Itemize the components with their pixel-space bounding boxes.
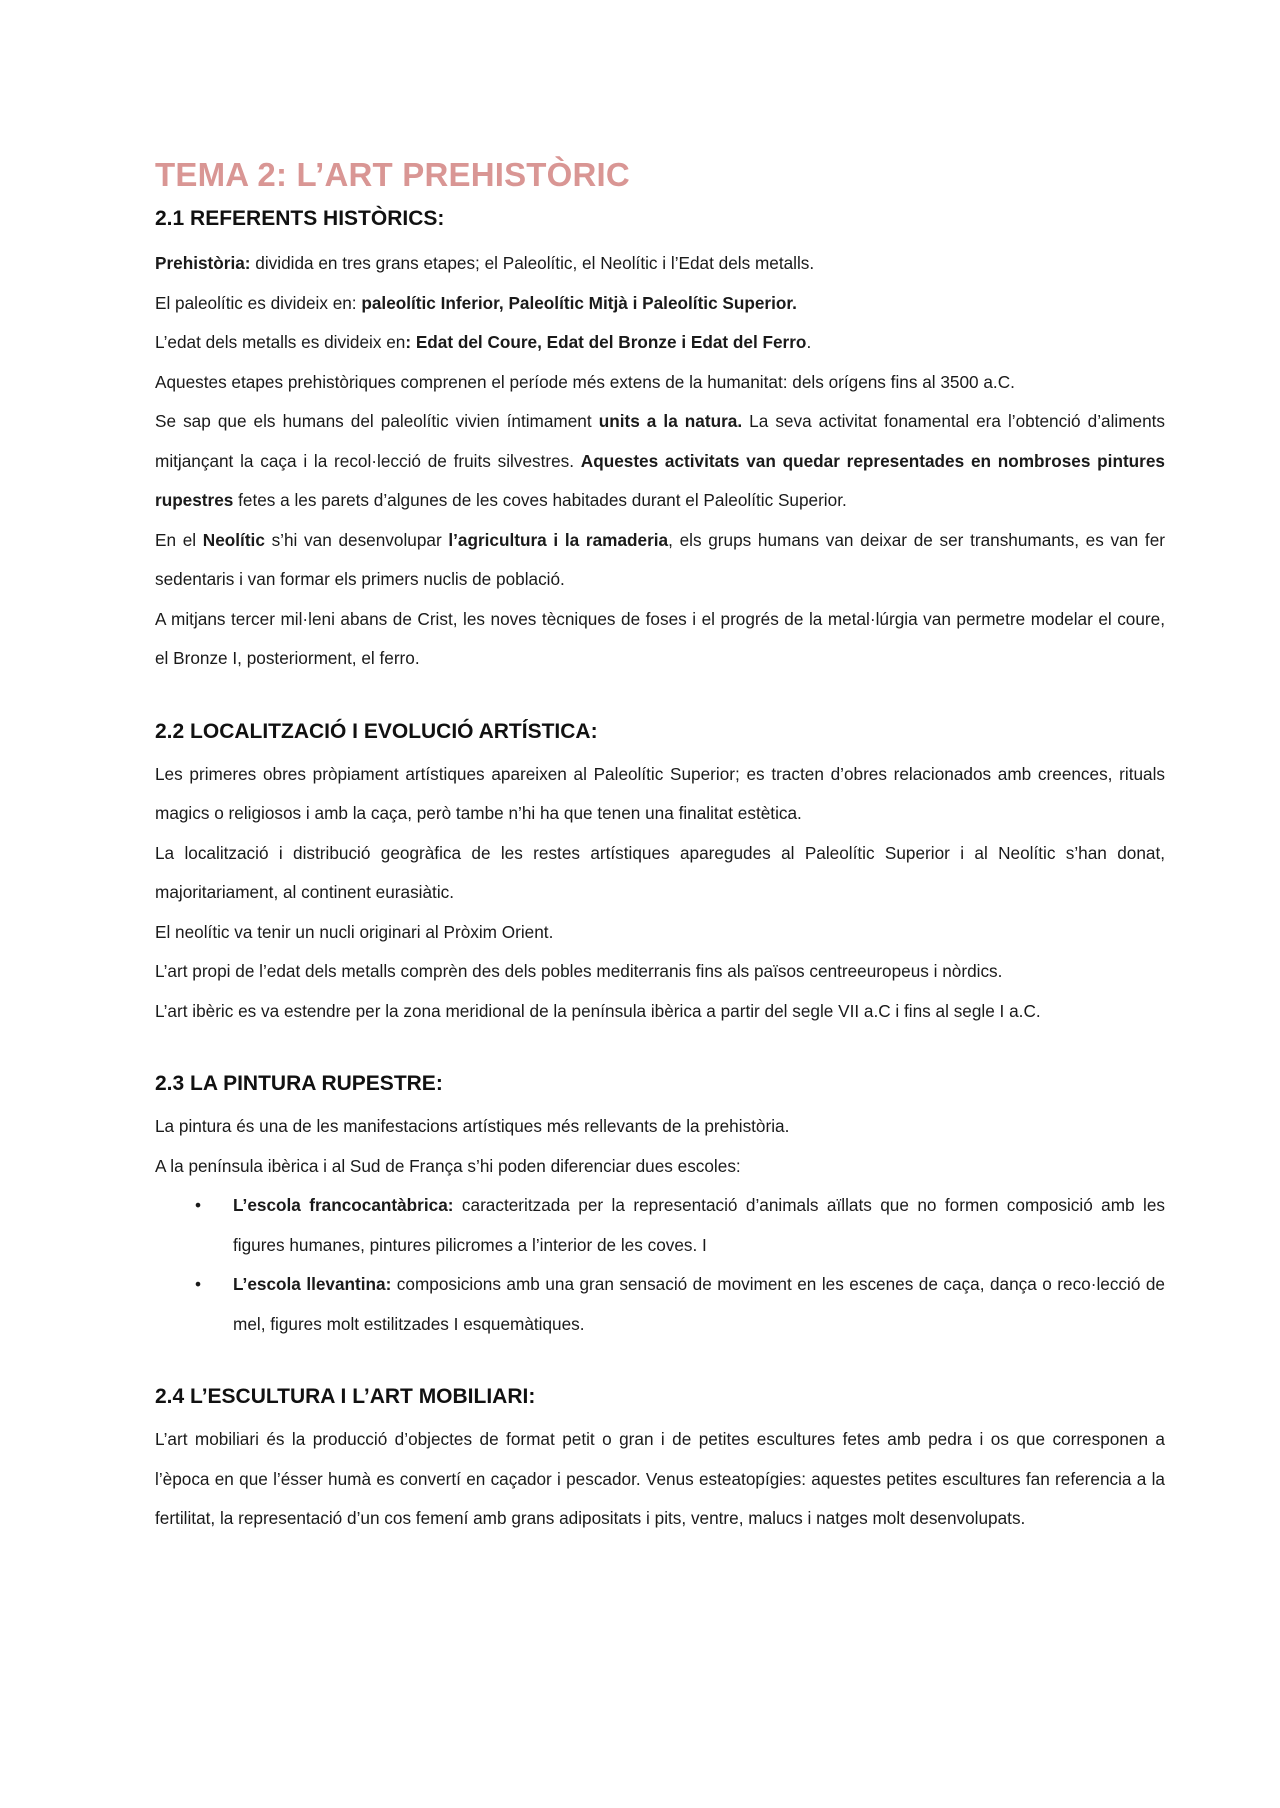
document-title: TEMA 2: L’ART PREHISTÒRIC bbox=[155, 156, 630, 193]
paragraph: L’art mobiliari és la producció d’objectes de format petit o gran i de petites escultures fetes amb pedra i os que corresponen a l’època en que l’ésser humà es convertí en caçador i pescador. Venus esteatopígies: aquestes petites escultures fan referencia a la fertilitat, la representació d’un cos femení amb grans adipositats i pits, ventre, malucs i natges molt desenvolupats. bbox=[155, 1429, 1165, 1528]
section-pintura-rupestre bbox=[155, 1065, 1165, 1344]
paragraph: L’art ibèric es va estendre per la zona meridional de la península ibèrica a partir del segle VII a.C i fins al segle I a.C. bbox=[155, 1000, 1041, 1021]
paragraph bbox=[155, 402, 1165, 521]
list-item-text: composicions amb una gran sensació de moviment en les escenes de caça, dança o reco·lecció de mel, figures molt estilitzades I esquemàtiques. bbox=[233, 1274, 1165, 1334]
paragraph-text: La seva activitat fonamental era l’obtenció d’aliments mitjançant la caça i la recol·lecció de fruits silvestres. bbox=[155, 411, 1166, 471]
paragraph-text: , els grups humans van deixar de ser transhumants, es van fer sedentaris i van formar els primers nuclis de població. bbox=[155, 529, 1165, 589]
section-escultura bbox=[155, 1378, 1165, 1539]
paragraph-text: L’edat dels metalls es divideix en bbox=[155, 332, 406, 352]
bold-term: Neolític bbox=[202, 529, 265, 550]
schools-list bbox=[155, 1186, 1165, 1344]
bold-term: Aquestes activitats van quedar representades en nombroses pintures rupestres bbox=[155, 450, 1165, 510]
bold-term: : Edat del Coure, Edat del Bronze i Edat del Ferro bbox=[405, 332, 807, 352]
paragraph bbox=[155, 244, 1165, 284]
paragraph-text: fetes a les parets d’algunes de les coves habitades durant el Paleolític Superior. bbox=[233, 490, 847, 510]
paragraph: La localització i distribució geogràfica de les restes artístiques aparegudes al Paleolític Superior i al Neolític s’han donat, majoritariament, al continent eurasiàtic. bbox=[155, 842, 1165, 902]
bold-term: l’agricultura i la ramaderia bbox=[448, 529, 669, 550]
list-item bbox=[155, 1186, 1165, 1265]
section-referents-historics bbox=[155, 200, 1165, 679]
section-heading: 2.1 REFERENTS HISTÒRICS: bbox=[155, 207, 445, 230]
paragraph bbox=[155, 323, 1165, 363]
section-localitzacio bbox=[155, 713, 1165, 1032]
section-heading: 2.3 LA PINTURA RUPESTRE: bbox=[155, 1072, 443, 1095]
bullet-icon: • bbox=[195, 1274, 202, 1294]
paragraph: Les primeres obres pròpiament artístiques apareixen al Paleolític Superior; es tracten d’obres relacionados amb creences, rituals magics o religiosos i amb la caça, però tambe n’hi ha que tenen una finalitat estètica. bbox=[155, 763, 1165, 823]
bullet-icon: • bbox=[195, 1195, 202, 1215]
paragraph: La pintura és una de les manifestacions artístiques més rellevants de la prehistòria. bbox=[155, 1116, 790, 1136]
section-heading: 2.4 L’ESCULTURA I L’ART MOBILIARI: bbox=[155, 1385, 536, 1408]
paragraph: A la península ibèrica i al Sud de França s’hi poden diferenciar dues escoles: bbox=[155, 1155, 741, 1176]
bold-term: Prehistòria: bbox=[155, 253, 251, 273]
paragraph bbox=[155, 284, 1165, 324]
paragraph: El neolític va tenir un nucli originari al Pròxim Orient. bbox=[155, 921, 554, 942]
paragraph-text: dividida en tres grans etapes; el Paleolític, el Neolític i l’Edat dels metalls. bbox=[250, 253, 815, 273]
paragraph bbox=[155, 521, 1165, 600]
paragraph-text: s’hi van desenvolupar bbox=[264, 529, 449, 550]
document-page bbox=[155, 150, 1165, 1539]
bold-term: units a la natura. bbox=[598, 411, 743, 431]
paragraph: L’art propi de l’edat dels metalls comprèn des dels pobles mediterranis fins als països centreeuropeus i nòrdics. bbox=[155, 961, 1003, 981]
paragraph-text: El paleolític es divideix en: bbox=[155, 292, 362, 313]
paragraph-text: En el bbox=[155, 529, 203, 550]
list-item-text: caracteritzada per la representació d’animals aïllats que no formen composició amb les figures humanes, pintures pilicromes a l’interior de les coves. I bbox=[233, 1195, 1166, 1255]
bold-term: paleolític Inferior, Paleolític Mitjà i Paleolític Superior. bbox=[361, 292, 797, 313]
list-item bbox=[155, 1265, 1165, 1344]
paragraph-text: Se sap que els humans del paleolític vivien íntimament bbox=[155, 411, 599, 431]
bold-term: L’escola francocantàbrica: bbox=[233, 1195, 454, 1215]
paragraph: A mitjans tercer mil·leni abans de Crist, les noves tècniques de foses i el progrés de la metal·lúrgia van permetre modelar el coure, el Bronze I, posteriorment, el ferro. bbox=[155, 608, 1165, 668]
paragraph: Aquestes etapes prehistòriques comprenen el període més extens de la humanitat: dels orígens fins al 3500 a.C. bbox=[155, 371, 1015, 392]
bold-term: L’escola llevantina: bbox=[233, 1274, 392, 1294]
section-heading: 2.2 LOCALITZACIÓ I EVOLUCIÓ ARTÍSTICA: bbox=[155, 719, 598, 743]
paragraph-text: . bbox=[806, 332, 812, 352]
